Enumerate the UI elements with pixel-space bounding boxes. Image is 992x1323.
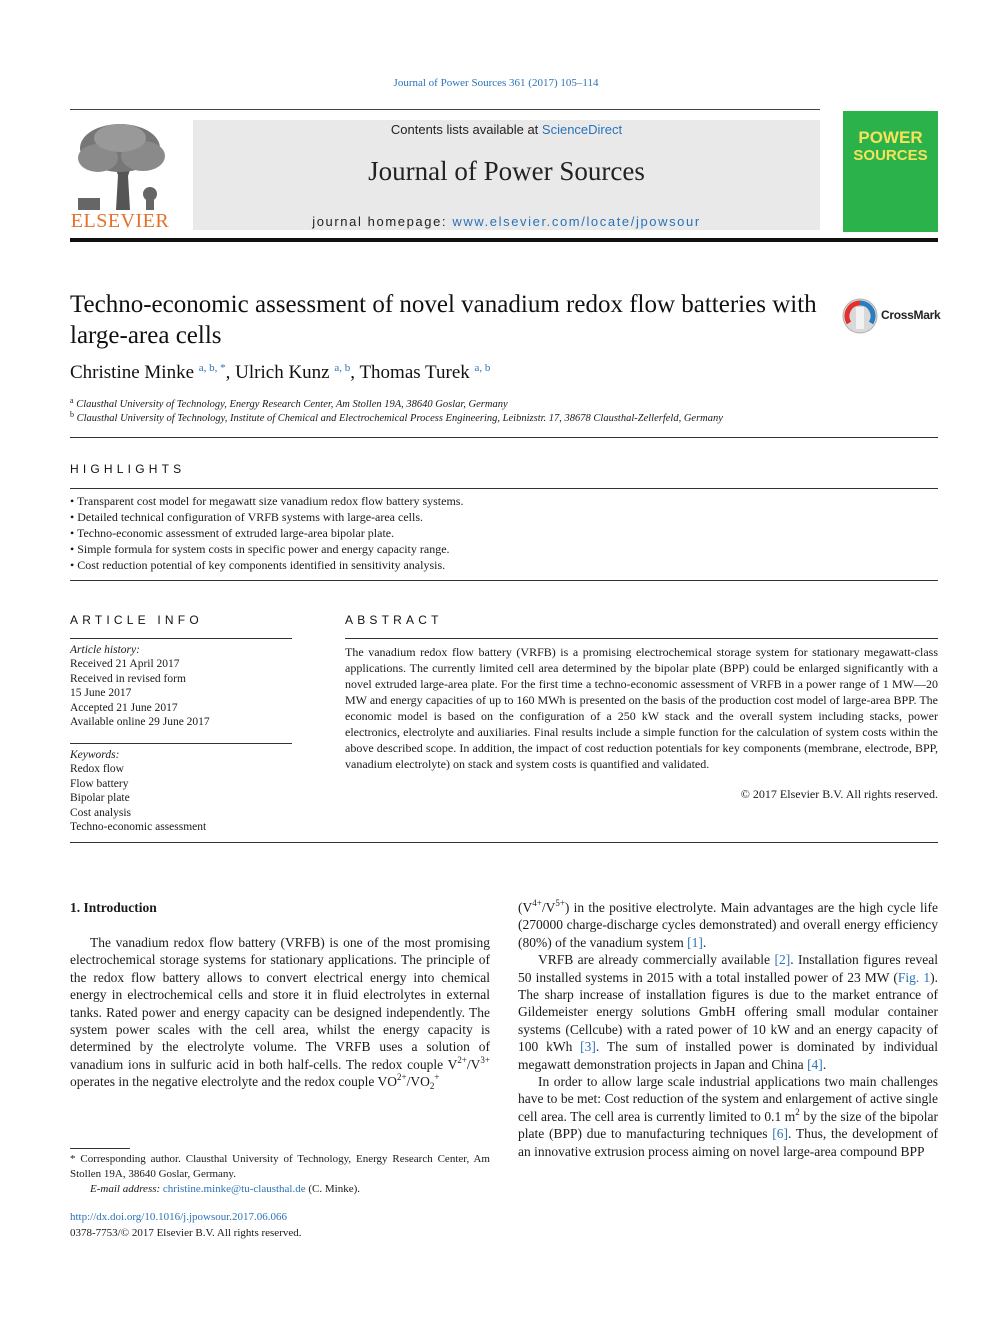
affiliation-text: Clausthal University of Technology, Institute of Chemical and Electrochemical Process Engineering, Leibnizstr. 17, 38678 Clausthal-Zellerfeld, Germany (76, 413, 723, 424)
highlight-text: Detailed technical configuration of VRFB systems with large-area cells. (77, 510, 423, 524)
footnote-rule (70, 1148, 130, 1149)
keyword: Bipolar plate (70, 792, 130, 805)
journal-cover[interactable] (843, 111, 938, 232)
journal-citation[interactable]: Journal of Power Sources 361 (2017) 105–114 (393, 77, 599, 89)
affiliation-mark: b (70, 410, 74, 419)
abstract-heading: ABSTRACT (345, 613, 443, 627)
article-info-heading: ARTICLE INFO (70, 613, 203, 627)
divider (70, 743, 292, 744)
keyword: Flow battery (70, 777, 129, 790)
header-thick-rule (70, 238, 938, 242)
corresponding-author-note: * Corresponding author. Clausthal University of Technology, Energy Research Center, Am Stollen 19A, 38640 Goslar, Germany. (70, 1153, 490, 1180)
crossmark-label: CrossMark (881, 308, 941, 322)
intro-paragraph: The vanadium redox flow battery (VRFB) is one of the most promising electrochemical storage systems for stationary applications. The principle of the redox flow battery allows to convert electrical energy into chemical energy in electrochemical cells and store it in fluid electrolytes in external tanks. Rated power and energy capacity can be designed independently. The system power scales with the cell area, whilst the energy capacity is determined by the electrolyte volume. The VRFB uses a solution of vanadium ions in sulfuric acid in both half-cells. The redox couple $V^{2+}/V^{3+}$ operates in the negative electrolyte and the redox couple $VO^{2+}/VO_2^+$ (70, 935, 490, 1092)
author-name[interactable]: Ulrich Kunz (235, 362, 330, 383)
author-marks[interactable]: a, b (334, 362, 351, 374)
article-history (70, 643, 210, 729)
intro-paragraph: In order to allow large scale industrial applications two main challenges have to be met: Cost reduction of the system and enlargement of active single cell area. The cell area is currently limited to 0.1 $m^2$ by the size of the bipolar plate (BPP) due to manufacturing techniques [6]. Thus, the development of an innovative extrusion process aiming on novel large-area compound BPP (518, 1074, 938, 1159)
article-title: Techno-economic assessment of novel vanadium redox flow batteries with large-area cells (70, 291, 817, 349)
highlights-heading: HIGHLIGHTS (70, 462, 186, 476)
abstract-text: The vanadium redox flow battery (VRFB) is a promising electrochemical storage system for stationary megawatt-class applications. The currently limited cell area determined by the bipolar plate (BPP) could be enlarged significantly with a novel extruded large-area plate. For the first time a techno-economic assessment of VRFB in a power range of 1 MW—20 MW and energy capacities of up to 160 MWh is presented on the basis of the production cost model of large-area BPP. The economic model is based on the configuration of a 250 kW stack and the overall system including stacks, power electronics, electrolyte and auxiliaries. Final results include a simple function for the calculation of system costs within the above described scope. In addition, the impact of cost reduction potentials for key components (membrane, electrode, BPP, vanadium electrolyte) on stack and system costs is quantified and validated. (345, 645, 938, 771)
affiliation-mark: a (70, 396, 74, 405)
highlight-text: Cost reduction potential of key components identified in sensitivity analysis. (77, 558, 446, 572)
intro-paragraph: VRFB are already commercially available [2]. Installation figures reveal 50 installed systems in 2015 with a total installed power of 23 MW (Fig. 1). The sharp increase of installation figures is due to the market entrance of Gildemeister energy solutions GmbH offering small modular container systems (Cellcube) with a rated power of 10 kW and an energy capacity of 100 kWh [3]. The sum of installed power is dominated by individual megawatt demonstration projects in Japan and China [4]. (518, 952, 939, 1072)
history-line: Received 21 April 2017 (70, 658, 180, 671)
history-line: Received in revised form (70, 672, 186, 685)
highlight-text: Techno-economic assessment of extruded large-area bipolar plate. (76, 526, 395, 540)
section-heading: 1. Introduction (70, 900, 157, 915)
contents-prefix: Contents lists available at (390, 122, 542, 137)
contents-line (193, 122, 820, 137)
highlight-item: • Simple formula for system costs in specific power and energy capacity range. (70, 542, 450, 556)
affiliation (70, 410, 723, 424)
header-divider (70, 109, 820, 110)
crossmark-badge[interactable] (841, 297, 941, 335)
email-note (70, 1182, 490, 1197)
journal-title: Journal of Power Sources (368, 156, 645, 186)
divider (345, 638, 938, 639)
homepage-link[interactable]: www.elsevier.com/locate/jpowsour (452, 214, 701, 229)
keywords (70, 748, 206, 834)
highlight-item: • Transparent cost model for megawatt size vanadium redox flow battery systems. (70, 494, 464, 508)
email-label: E-mail address: (90, 1183, 163, 1195)
cover-title-line2: SOURCES (853, 147, 928, 164)
highlight-item: • Techno-economic assessment of extruded large-area bipolar plate. (70, 526, 395, 540)
sciencedirect-link[interactable]: ScienceDirect (541, 122, 623, 137)
email-link[interactable]: christine.minke@tu-clausthal.de (162, 1183, 306, 1195)
intro-left-column (70, 934, 490, 1091)
reference-link[interactable]: [2] (774, 952, 791, 968)
abstract-copyright: © 2017 Elsevier B.V. All rights reserved. (740, 787, 938, 801)
highlight-text: Transparent cost model for megawatt size vanadium redox flow battery systems. (76, 494, 464, 508)
figure-link[interactable]: Fig. 1 (897, 969, 931, 985)
author-name[interactable]: Thomas Turek (359, 362, 470, 383)
cover-title-line1: POWER (858, 128, 923, 147)
homepage-label: journal homepage: (312, 214, 453, 229)
reference-link[interactable]: [6] (772, 1126, 788, 1142)
keyword: Techno-economic assessment (70, 821, 207, 834)
history-label: Article history: (70, 644, 140, 656)
author-marks[interactable]: a, b (474, 362, 491, 374)
divider (70, 437, 938, 438)
divider (70, 580, 938, 581)
keyword: Cost analysis (70, 806, 132, 819)
highlight-item: • Cost reduction potential of key components identified in sensitivity analysis. (70, 558, 446, 572)
elsevier-logo (68, 120, 172, 233)
divider (70, 638, 292, 639)
elsevier-tree-icon (68, 120, 172, 212)
highlight-item: • Detailed technical configuration of VRFB systems with large-area cells. (70, 510, 423, 524)
reference-link[interactable]: [1] (687, 934, 703, 950)
history-line: 15 June 2017 (70, 687, 132, 700)
reference-link[interactable]: [3] (580, 1039, 596, 1055)
journal-banner (193, 120, 820, 230)
doi-link[interactable]: http://dx.doi.org/10.1016/j.jpowsour.2017.06.066 (70, 1211, 288, 1223)
divider (70, 488, 938, 489)
issn-line: 0378-7753/© 2017 Elsevier B.V. All rights reserved. (70, 1227, 302, 1239)
author-name[interactable]: Christine Minke (70, 362, 195, 383)
divider (70, 842, 938, 843)
affiliation (70, 396, 508, 410)
highlight-text: Simple formula for system costs in specific power and energy capacity range. (77, 542, 450, 556)
homepage-line (193, 214, 820, 229)
history-line: Accepted 21 June 2017 (70, 701, 178, 714)
intro-right-column (518, 899, 938, 1160)
email-suffix: (C. Minke). (305, 1183, 361, 1195)
intro-paragraph: $(V^{4+}/V^{5+})$ in the positive electrolyte. Main advantages are the high cycle life (270000 charge-discharge cycles demonstrated) and overall energy efficiency (80%) of the vanadium system [1]. (518, 898, 938, 950)
elsevier-wordmark: ELSEVIER (70, 210, 170, 232)
crossmark-icon (841, 297, 879, 335)
keyword: Redox flow (70, 763, 124, 776)
affiliation-text: Clausthal University of Technology, Energy Research Center, Am Stollen 19A, 38640 Goslar, Germany (76, 399, 508, 410)
author-list: Christine Minke $^{a, b, *}$, Ulrich Kunz $^{a, b}$, Thomas Turek $^{a, b}$ (70, 362, 491, 383)
history-line: Available online 29 June 2017 (70, 716, 210, 729)
keywords-label: Keywords: (70, 749, 120, 761)
author-marks[interactable]: a, b, * (198, 362, 226, 374)
reference-link[interactable]: [4] (807, 1056, 823, 1072)
